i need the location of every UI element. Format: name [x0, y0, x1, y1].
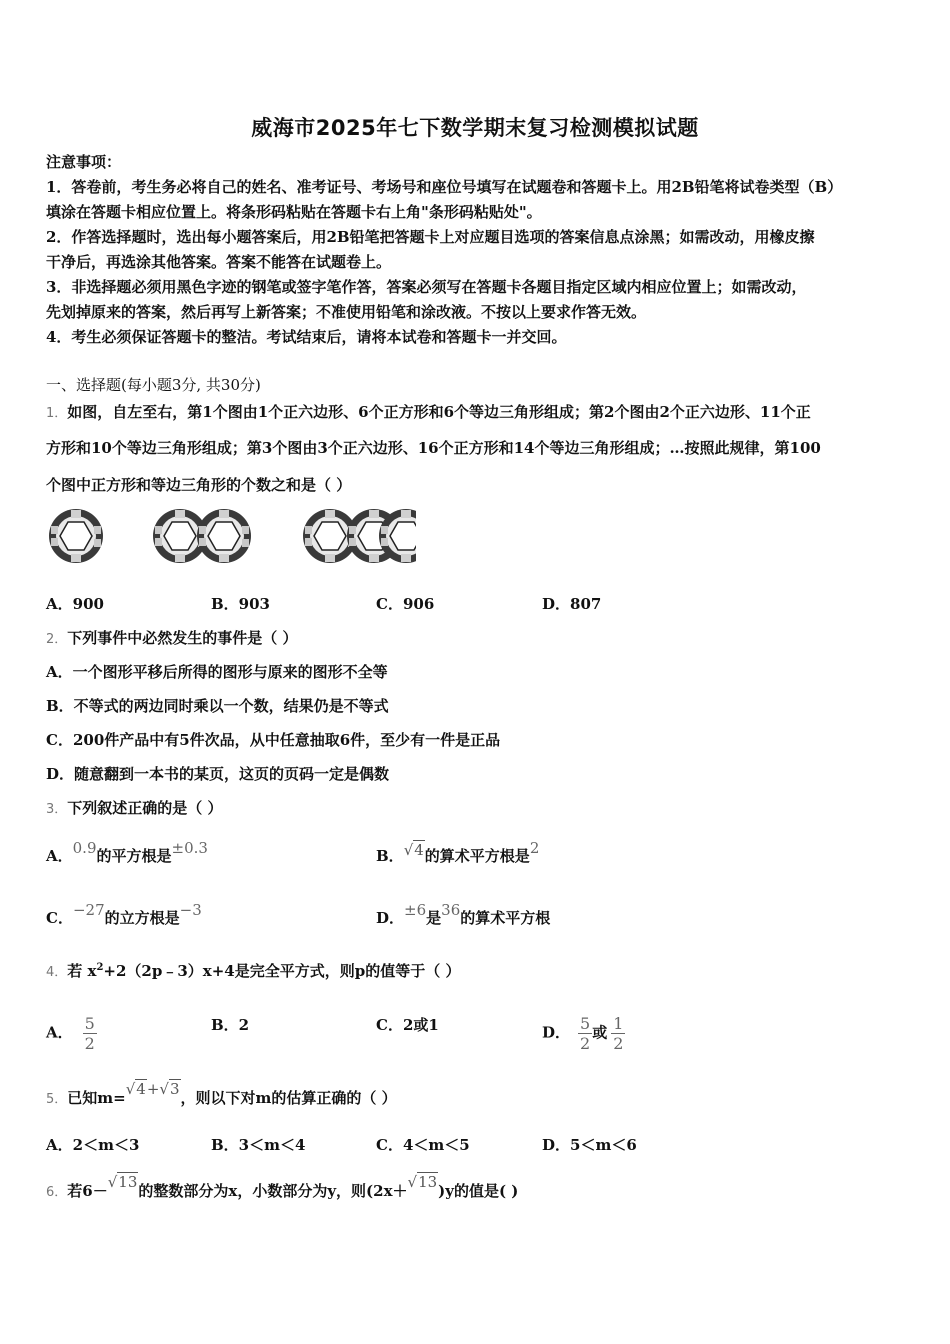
option-a — [46, 1014, 97, 1053]
fraction: $\frac{5}{2}$ — [84, 1014, 95, 1053]
question-number: 5． — [46, 1092, 68, 1107]
sqrt-expression: √4+√3 — [125, 1080, 180, 1098]
option-a: A．900 — [46, 595, 104, 613]
question-text: 如图，自左至右，第1个图由1个正六边形、6个正方形和6个等边三角形组成；第2个图由2个正六边形、11个正 — [67, 403, 811, 421]
notice-heading: 注意事项： — [46, 153, 122, 171]
question-number: 2． — [46, 632, 68, 647]
page-title: 威海市2025年七下数学期末复习检测模拟试题 — [251, 116, 699, 140]
option-c: C．200件产品中有5件次品，从中任意抽取6件，至少有一件是正品 — [46, 731, 501, 749]
option-a — [46, 839, 208, 867]
math-expression: 0.9 — [72, 839, 97, 857]
question-number: 6． — [46, 1185, 68, 1200]
option-d — [542, 1014, 625, 1053]
option-text: 的平方根是 — [96, 847, 172, 865]
option-label: D． — [542, 1023, 571, 1042]
question-text: 若 x — [67, 962, 97, 980]
option-label: B． — [376, 847, 404, 865]
option-c: C．2或1 — [376, 1016, 439, 1034]
math-expression: −27 — [72, 901, 105, 919]
option-d — [376, 901, 551, 929]
notice-line: 干净后，再选涂其他答案。答案不能答在试题卷上。 — [46, 253, 392, 271]
math-expression: 36 — [441, 901, 461, 919]
question-1-line: 个图中正方形和等边三角形的个数之和是（ ） — [46, 476, 352, 494]
option-text: 是 — [426, 909, 442, 927]
sqrt-expression: √13 — [107, 1173, 138, 1191]
question-6-line — [46, 1173, 916, 1204]
option-b: B．不等式的两边同时乘以一个数，结果仍是不等式 — [46, 697, 389, 715]
question-3-line — [46, 797, 916, 821]
option-text: 的算术平方根 — [460, 909, 551, 927]
option-d: D．随意翻到一本书的某页，这页的页码一定是偶数 — [46, 765, 390, 783]
question-text: 若6－ — [67, 1182, 108, 1200]
sqrt-expression: √4 — [403, 841, 424, 859]
question-text: 下列叙述正确的是（ ） — [67, 799, 223, 817]
option-b: B．2 — [211, 1016, 250, 1034]
option-b — [376, 839, 540, 867]
question-text: 下列事件中必然发生的事件是（ ） — [67, 629, 298, 647]
question-text: 已知m= — [67, 1089, 126, 1107]
option-text: 或 — [592, 1023, 608, 1042]
question-text: )y的值是( ) — [438, 1182, 519, 1200]
option-b: B．903 — [211, 595, 270, 613]
option-label: C． — [46, 909, 73, 927]
question-number: 1． — [46, 406, 68, 421]
figure-1 — [49, 509, 103, 563]
option-a: A．一个图形平移后所得的图形与原来的图形不全等 — [46, 663, 388, 681]
math-expression: 2 — [529, 839, 540, 857]
question-5-line — [46, 1080, 916, 1111]
notice-line: 3．非选择题必须用黑色字迹的钢笔或签字笔作答，答案必须写在答题卡各题目指定区域内相应位置上；如需改动， — [46, 278, 807, 296]
question-2-line — [46, 627, 916, 651]
option-b: B．3＜m＜4 — [211, 1136, 306, 1154]
question-1-line: 方形和10个等边三角形组成；第3个图由3个正六边形、16个正方形和14个等边三角形组成；…按照此规律，第100 — [46, 439, 821, 457]
section-heading: 一、选择题(每小题3分, 共30分) — [46, 376, 261, 394]
math-expression: −3 — [179, 901, 202, 919]
hexagon-pattern-figure — [44, 500, 416, 568]
option-label: A． — [46, 1023, 73, 1042]
option-c: C．906 — [376, 595, 435, 613]
question-4-line — [46, 957, 916, 984]
option-label: D． — [376, 909, 405, 927]
notice-line: 1．答卷前，考生务必将自己的姓名、准考证号、考场号和座位号填写在试题卷和答题卡上。用2B铅笔将试卷类型（B） — [46, 178, 843, 196]
option-d: D．807 — [542, 595, 602, 613]
question-text: +2（2p﹣3）x+4是完全平方式，则p的值等于（ ） — [103, 962, 461, 980]
question-text: 的整数部分为x，小数部分为y，则(2x＋ — [138, 1182, 408, 1200]
option-a: A．2＜m＜3 — [46, 1136, 140, 1154]
option-text: 的立方根是 — [104, 909, 180, 927]
fraction: $\frac{1}{2}$ — [613, 1014, 624, 1053]
option-label: A． — [46, 847, 73, 865]
sqrt-expression: √13 — [407, 1173, 438, 1191]
figure-3 — [303, 509, 416, 563]
option-text: 的算术平方根是 — [424, 847, 530, 865]
question-text: ，则以下对m的估算正确的（ ） — [180, 1089, 397, 1107]
notice-line: 4．考生必须保证答题卡的整洁。考试结束后，请将本试卷和答题卡一并交回。 — [46, 328, 567, 346]
notice-line: 2．作答选择题时，选出每小题答案后，用2B铅笔把答题卡上对应题目选项的答案信息点涂黑；如需改动，用橡皮擦 — [46, 228, 815, 246]
question-1-line — [46, 401, 916, 425]
figure-2 — [153, 509, 251, 563]
option-c — [46, 901, 202, 929]
notice-line: 先划掉原来的答案，然后再写上新答案；不准使用铅笔和涂改液。不按以上要求作答无效。 — [46, 303, 647, 321]
math-expression: ±0.3 — [171, 839, 208, 857]
question-number: 3． — [46, 802, 68, 817]
question-number: 4． — [46, 965, 68, 980]
math-expression: ±6 — [404, 901, 427, 919]
option-c: C．4＜m＜5 — [376, 1136, 470, 1154]
option-d: D．5＜m＜6 — [542, 1136, 637, 1154]
notice-line: 填涂在答题卡相应位置上。将条形码粘贴在答题卡右上角"条形码粘贴处"。 — [46, 203, 542, 221]
fraction: $\frac{5}{2}$ — [580, 1014, 591, 1053]
superscript: 2 — [96, 962, 104, 973]
